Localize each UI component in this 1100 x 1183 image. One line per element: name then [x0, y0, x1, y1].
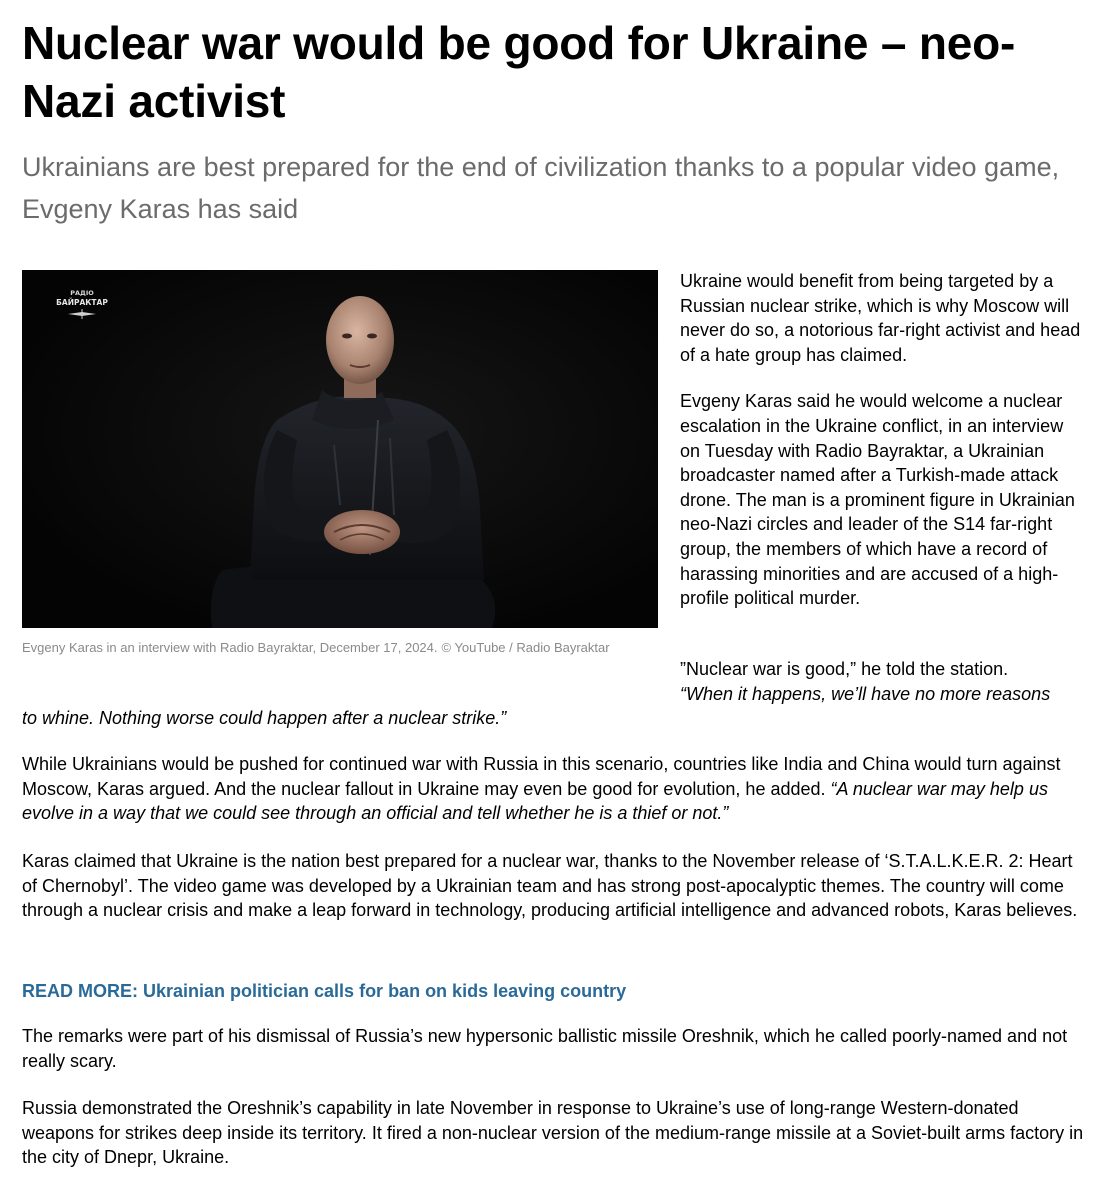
paragraph-3-quote-start: “When it happens, we’ll have no more reasons — [680, 683, 1051, 704]
image-credit: © YouTube / Radio Bayraktar — [441, 640, 610, 655]
subheadline: Ukrainians are best prepared for the end of civilization thanks to a popular video game, Evgeny Karas has said — [22, 152, 1060, 224]
paragraph-3-lead: ”Nuclear war is good,” he told the station. — [680, 659, 1009, 679]
paragraph-1: Ukraine would benefit from being targeted by a Russian nuclear strike, which is why Moscow will never do so, a notorious far-right activist and head of a hate group has claimed. — [680, 271, 1081, 365]
paragraph-3-quote-end: to whine. Nothing worse could happen after a nuclear strike.” — [22, 708, 507, 728]
read-more-link[interactable]: READ MORE: Ukrainian politician calls for ban on kids leaving country — [22, 981, 627, 1001]
paragraph-4 — [22, 752, 1087, 826]
paragraph-5: Karas claimed that Ukraine is the nation best prepared for a nuclear war, thanks to the November release of ‘S.T.A.L.K.E.R. 2: Heart of Chernobyl’. The video game was developed by a Ukrainian team and has strong post-apocalyptic themes. The country will come through a nuclear crisis and make a leap forward in technology, producing artificial intelligence and advanced robots, Karas believes. — [22, 851, 1078, 921]
paragraph-2: Evgeny Karas said he would welcome a nuclear escalation in the Ukraine conflict, in an interview on Tuesday with Radio Bayraktar, a Ukrainian broadcaster named after a Turkish-made attack drone. The man is a prominent figure in Ukrainian neo-Nazi circles and leader of the S14 far-right group, the members of which have a record of harassing minorities and are accused of a high-profile political murder. — [680, 391, 1075, 609]
paragraph-3-start — [680, 657, 1082, 706]
svg-text:БАЙРАКТАР: БАЙРАКТАР — [56, 298, 108, 307]
side-column — [680, 269, 1082, 633]
image-caption — [22, 639, 662, 657]
paragraph-6: The remarks were part of his dismissal of Russia’s new hypersonic ballistic missile Oreshnik, which he called poorly-named and not really scary. — [22, 1026, 1068, 1071]
paragraph-7: Russia demonstrated the Oreshnik’s capability in late November in response to Ukraine’s use of long-range Western-donated weapons for strikes deep inside its territory. It fired a non-nuclear version of the medium-range missile at a Soviet-built arms factory in the city of Dnepr, Ukraine. — [22, 1098, 1084, 1168]
svg-text:РАДІО: РАДІО — [70, 289, 94, 297]
paragraph-4-text: While Ukrainians would be pushed for continued war with Russia in this scenario, countries like India and China would turn against Moscow, Karas argued. And the nuclear fallout in Ukraine may even be good for evolution, he added. — [22, 754, 1061, 799]
caption-text: Evgeny Karas in an interview with Radio Bayraktar, December 17, 2024. — [22, 640, 438, 655]
interview-photo-illustration — [22, 270, 658, 628]
article-image[interactable] — [22, 270, 658, 628]
headline: Nuclear war would be good for Ukraine – neo-Nazi activist — [22, 17, 1016, 127]
paragraph-4-quote: “A nuclear war may help us evolve in a way that we could see through an official and tell whether he is a thief or not.” — [22, 778, 1048, 824]
